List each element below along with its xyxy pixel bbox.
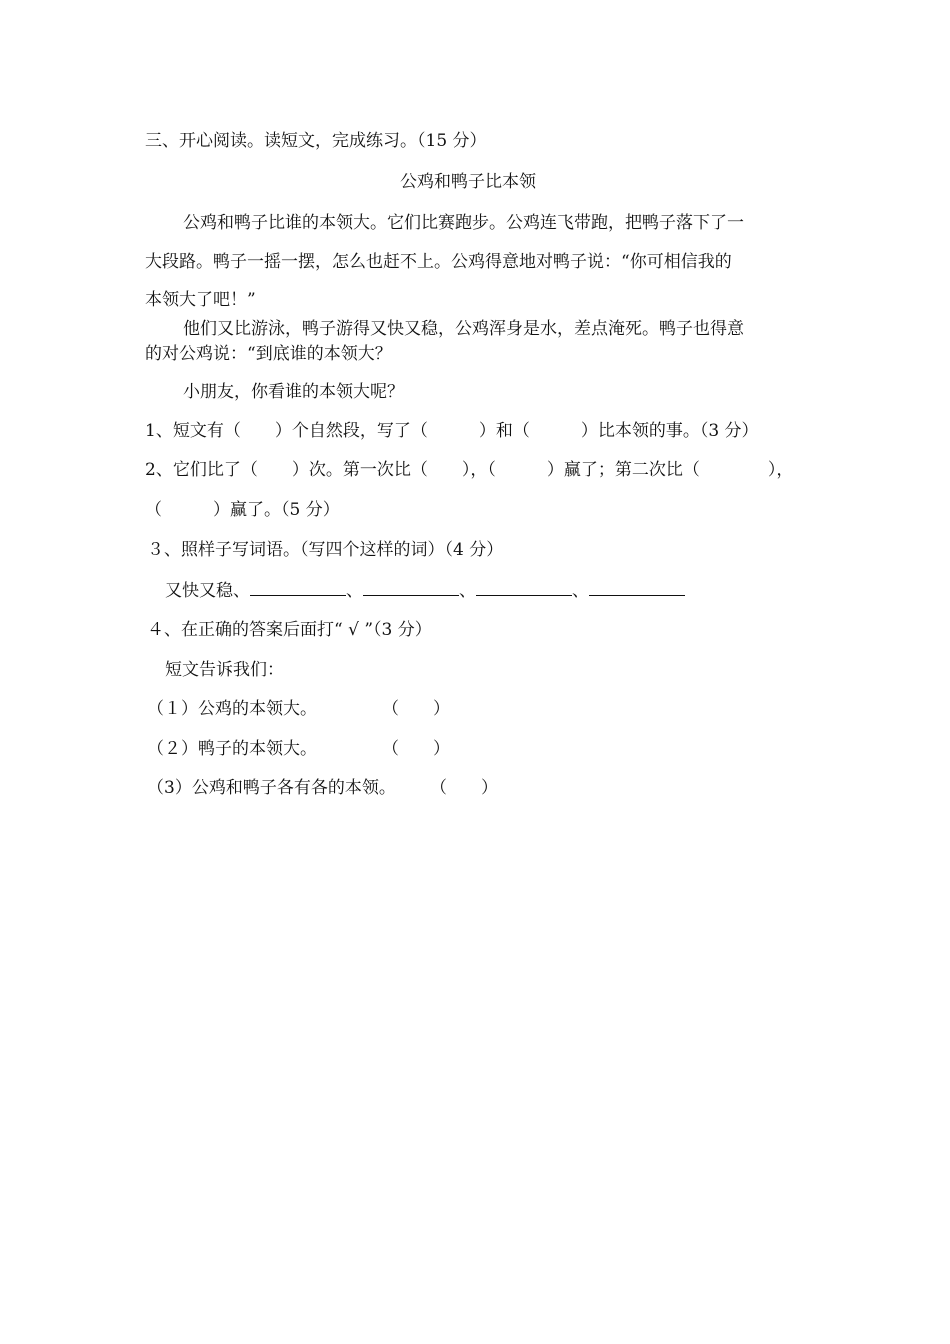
question-4-option-3-answer[interactable]: （ ）: [430, 778, 498, 798]
question-4: ４、在正确的答案后面打“ √ ”（3 分）: [147, 620, 432, 640]
answer-blank-2[interactable]: [363, 579, 459, 596]
passage-p2-line1: 他们又比游泳，鸭子游得又快又稳，公鸡浑身是水，差点淹死。鸭子也得意: [183, 319, 744, 339]
question-1: 1、短文有（ ）个自然段，写了（ ）和（ ）比本领的事。（3 分）: [145, 421, 759, 441]
question-4-option-3: （3）公鸡和鸭子各有各的本领。: [147, 778, 396, 798]
answer-blank-3[interactable]: [476, 579, 572, 596]
answer-blank-4[interactable]: [589, 579, 685, 596]
question-3-example: 又快又稳、: [165, 581, 250, 601]
passage-p2-line2: 的对公鸡说：“到底谁的本领大？: [145, 344, 392, 364]
question-4-option-2-answer[interactable]: （ ）: [382, 739, 450, 759]
question-4-option-2: （２）鸭子的本领大。: [147, 739, 317, 759]
passage-title: 公鸡和鸭子比本领: [400, 172, 536, 192]
question-4-option-1: （１）公鸡的本领大。: [147, 699, 317, 719]
question-2-line1: 2、它们比了（ ）次。第一次比（ ），（ ）赢了；第二次比（ ），: [145, 460, 794, 480]
question-4-option-1-answer[interactable]: （ ）: [382, 699, 450, 719]
blank-separator: 、: [346, 581, 363, 601]
passage-p1-line3: 本领大了吧！”: [145, 290, 256, 310]
question-4-intro: 短文告诉我们：: [165, 660, 284, 680]
blank-separator: 、: [572, 581, 589, 601]
passage-p1-line1: 公鸡和鸭子比谁的本领大。它们比赛跑步。公鸡连飞带跑，把鸭子落下了一: [183, 213, 744, 233]
section-heading: 三、开心阅读。读短文，完成练习。（15 分）: [145, 131, 487, 151]
answer-blank-1[interactable]: [250, 579, 346, 596]
question-2-line2: （ ）赢了。（5 分）: [145, 500, 340, 520]
passage-p1-line2: 大段路。鸭子一摇一摆，怎么也赶不上。公鸡得意地对鸭子说：“你可相信我的: [145, 252, 732, 272]
question-3-answer-row: [165, 579, 685, 602]
passage-p3: 小朋友，你看谁的本领大呢？: [183, 382, 404, 402]
question-3: ３、照样子写词语。（写四个这样的词）（4 分）: [147, 540, 504, 560]
blank-separator: 、: [459, 581, 476, 601]
